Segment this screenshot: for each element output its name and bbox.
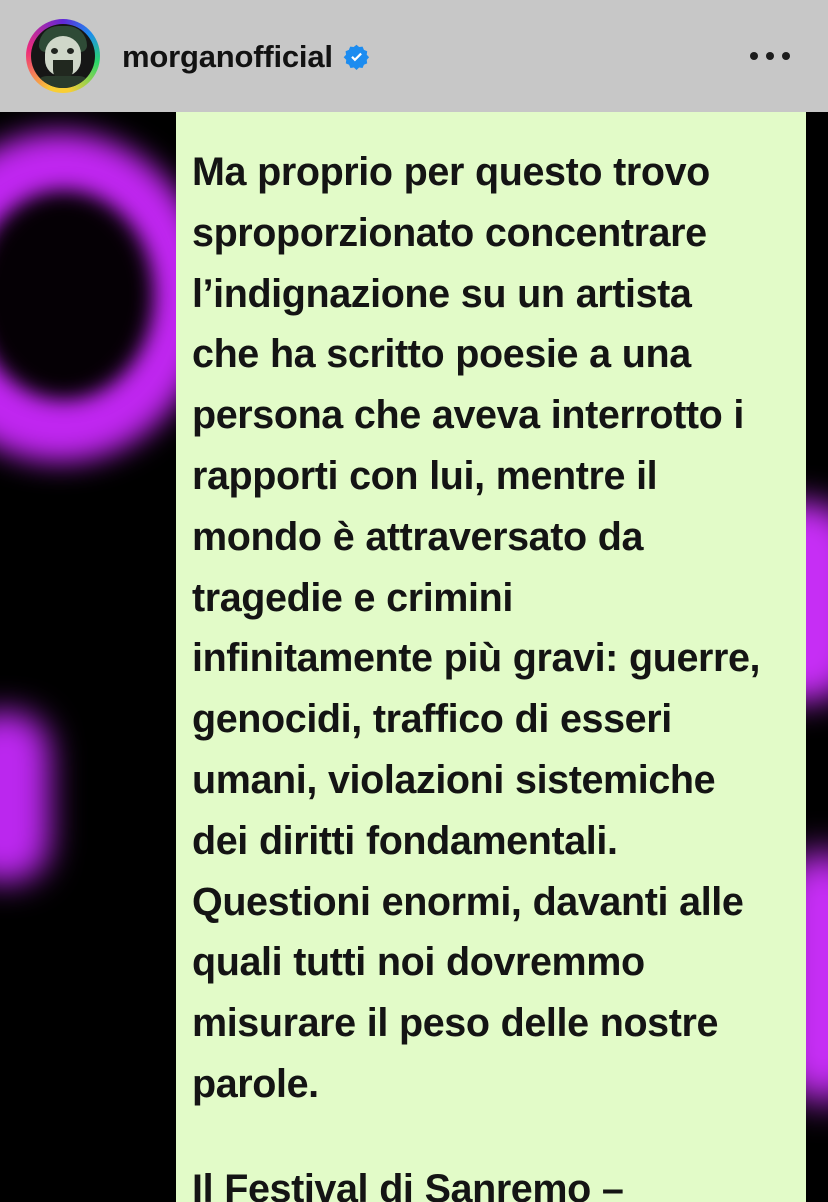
avatar-image (31, 24, 95, 88)
note-card (176, 112, 806, 1202)
more-dot (750, 52, 758, 60)
post-header (0, 0, 828, 112)
avatar[interactable] (26, 19, 100, 93)
more-options-button[interactable] (750, 52, 790, 60)
more-dot (766, 52, 774, 60)
more-dot (782, 52, 790, 60)
note-paragraph-1: Ma proprio per questo trovo sproporzionato concentrare l’indignazione su un artista che ha scritto poesie a una persona che aveva interrotto i rapporti con lui, mentre il mondo è attraversato da tragedie e crimini infinitamente più gravi: guerre, genocidi, traffico di esseri umani, violazioni sistemiche dei diritti fondamentali. Questioni enormi, davanti alle quali tutti noi dovremmo misurare il peso delle nostre parole. (192, 150, 772, 1106)
verified-badge-icon (343, 43, 370, 70)
background-glow-shape (0, 712, 50, 882)
post-media[interactable] (0, 112, 828, 1202)
username-label[interactable]: morganofficial (122, 38, 333, 74)
note-paragraph-2: Il Festival di Sanremo – (192, 1166, 624, 1202)
